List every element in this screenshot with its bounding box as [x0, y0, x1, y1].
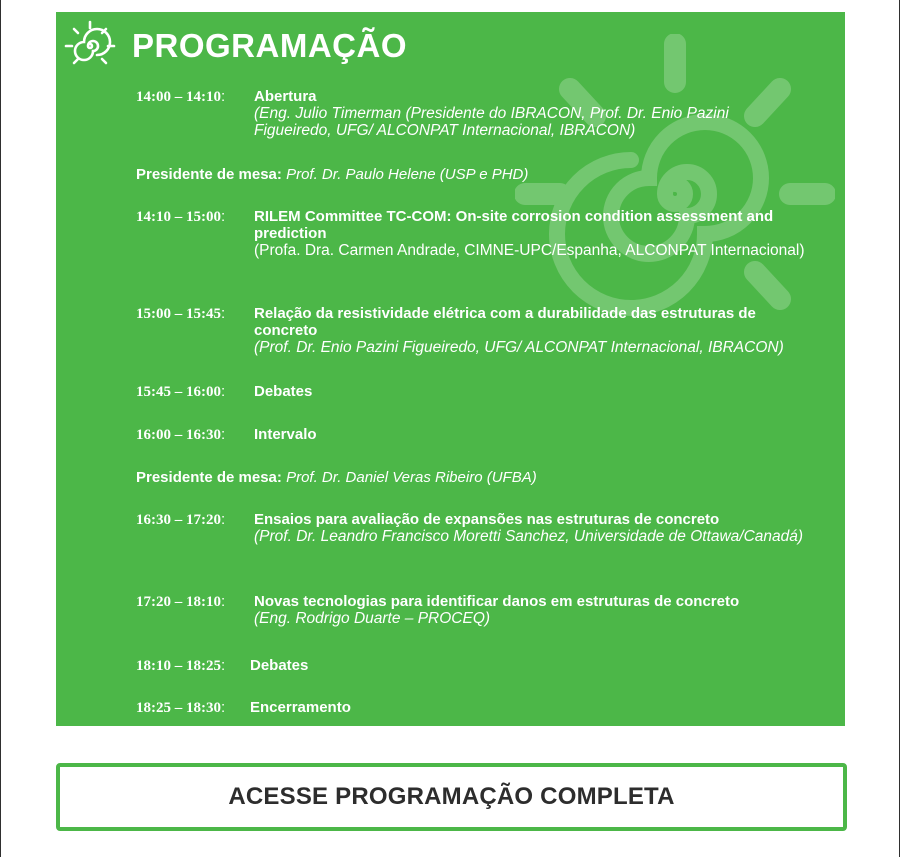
schedule-title: RILEM Committee TC-COM: On-site corrosion condition assessment and prediction — [254, 208, 774, 242]
schedule-title: Abertura — [254, 88, 317, 105]
schedule-time: 16:00 – 16:30: — [136, 426, 226, 443]
schedule-time: 17:20 – 18:10: — [136, 593, 226, 610]
schedule-time: 18:25 – 18:30: — [136, 699, 226, 716]
schedule-title: Debates — [250, 657, 309, 674]
schedule-title: Ensaios para avaliação de expansões nas estruturas de concreto — [254, 511, 720, 528]
schedule-time: 18:10 – 18:25: — [136, 657, 226, 674]
schedule-speaker: (Eng. Rodrigo Duarte – PROCEQ) — [254, 610, 491, 627]
schedule-title: Intervalo — [254, 426, 317, 443]
schedule-title: Encerramento — [250, 699, 351, 716]
page-title: PROGRAMAÇÃO — [132, 27, 407, 64]
schedule-time: 14:00 – 14:10: — [136, 88, 226, 105]
schedule-speaker: (Prof. Dr. Enio Pazini Figueiredo, UFG/ ALCONPAT Internacional, IBRACON) — [254, 339, 784, 356]
sun-spiral-icon — [64, 20, 116, 72]
schedule-time: 15:00 – 15:45: — [136, 305, 226, 322]
full-program-button-label: ACESSE PROGRAMAÇÃO COMPLETA — [228, 783, 675, 810]
schedule-title: Debates — [254, 383, 313, 400]
schedule-title: Relação da resistividade elétrica com a durabilidade das estruturas de concreto — [254, 305, 756, 339]
frame-left-border — [0, 0, 1, 857]
program-panel — [56, 12, 845, 726]
schedule-time: 15:45 – 16:00: — [136, 383, 226, 400]
schedule-title: Novas tecnologias para identificar danos em estruturas de concreto — [254, 593, 740, 610]
schedule-speaker: (Profa. Dra. Carmen Andrade, CIMNE-UPC/Espanha, ALCONPAT Internacional) — [254, 242, 805, 259]
session-chair: Presidente de mesa: Prof. Dr. Paulo Helene (USP e PHD) — [136, 166, 529, 183]
section-header — [64, 22, 407, 70]
schedule-time: 16:30 – 17:20: — [136, 511, 226, 528]
session-chair: Presidente de mesa: Prof. Dr. Daniel Veras Ribeiro (UFBA) — [136, 469, 537, 486]
schedule-speaker: (Eng. Julio Timerman (Presidente do IBRACON, Prof. Dr. Enio Pazini Figueiredo, UFG/ ALCONPAT Internacional, IBRACON) — [254, 105, 729, 139]
full-program-button[interactable] — [56, 763, 847, 831]
schedule-time: 14:10 – 15:00: — [136, 208, 226, 225]
schedule-speaker: (Prof. Dr. Leandro Francisco Moretti Sanchez, Universidade de Ottawa/Canadá) — [254, 528, 804, 545]
